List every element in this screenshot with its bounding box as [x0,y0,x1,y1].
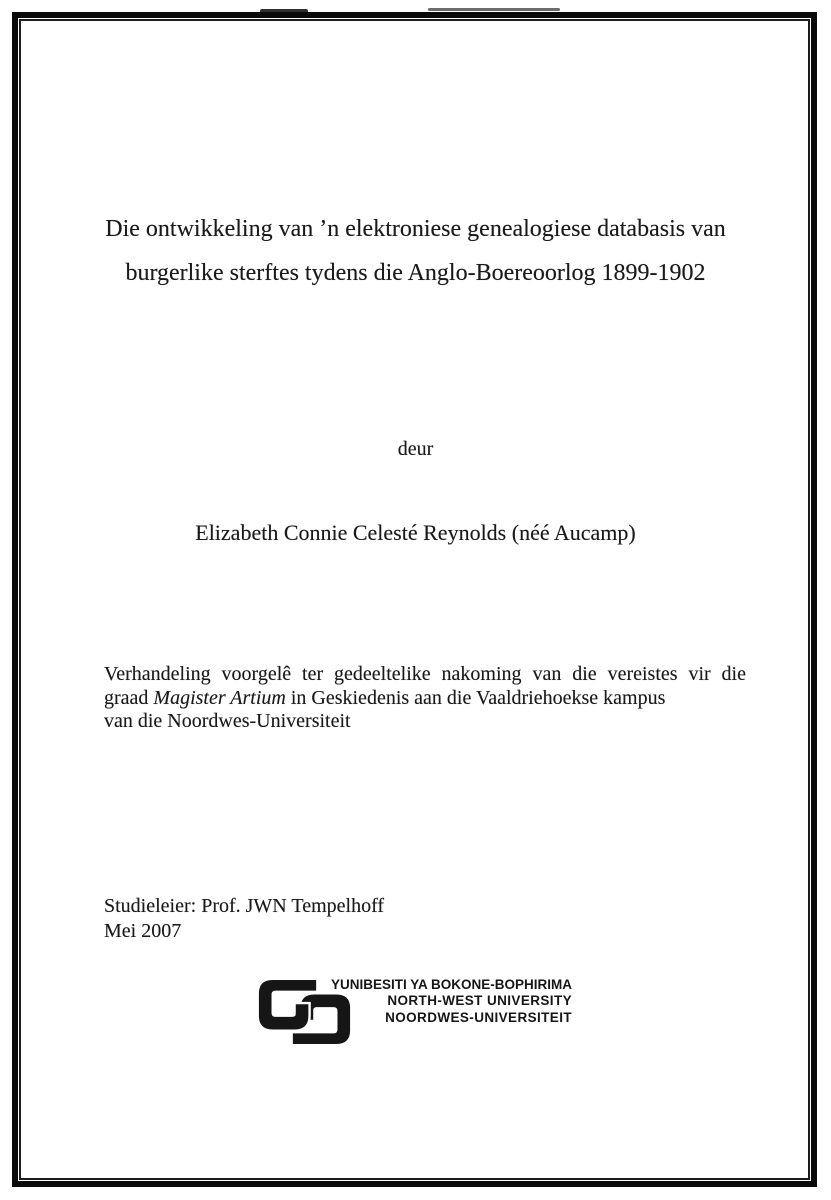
supervisor-and-date [104,894,384,944]
statement-line-3: van die Noordwes-Universiteit [104,710,351,732]
scan-artifact [260,9,308,13]
statement-line-2 [104,687,746,711]
byline-label: deur [397,438,434,460]
thesis-title-line-2: burgerlike sterftes tydens die Anglo-Boereoorlog 1899-1902 [125,260,706,286]
supervisor-line: Studieleier: Prof. JWN Tempelhoff [104,895,385,917]
logo-line-english: NORTH-WEST UNIVERSITY [387,993,572,1009]
university-logo [256,976,586,1051]
scan-artifact [428,8,560,11]
logo-line-setswana: YUNIBESITI YA BOKONE-BOPHIRIMA [330,977,572,992]
degree-name: Magister Artium [153,686,286,709]
university-logo-text [316,977,572,1026]
thesis-title-line-1: Die ontwikkeling van ’n elektroniese genealogiese databasis van [105,216,726,242]
thesis-title [45,207,786,295]
statement-line-2-prefix: graad [104,686,154,709]
author-name: Elizabeth Connie Celesté Reynolds (néé Aucamp) [195,520,636,545]
statement-line-1: Verhandeling voorgelê ter gedeeltelike nakoming van die vereistes vir die [104,663,746,685]
statement-line-2-suffix: in Geskiedenis aan die Vaaldriehoekse kampus [285,686,666,709]
logo-line-afrikaans: NOORDWES-UNIVERSITEIT [385,1009,572,1025]
date-line: Mei 2007 [104,920,182,942]
degree-statement [104,663,746,734]
